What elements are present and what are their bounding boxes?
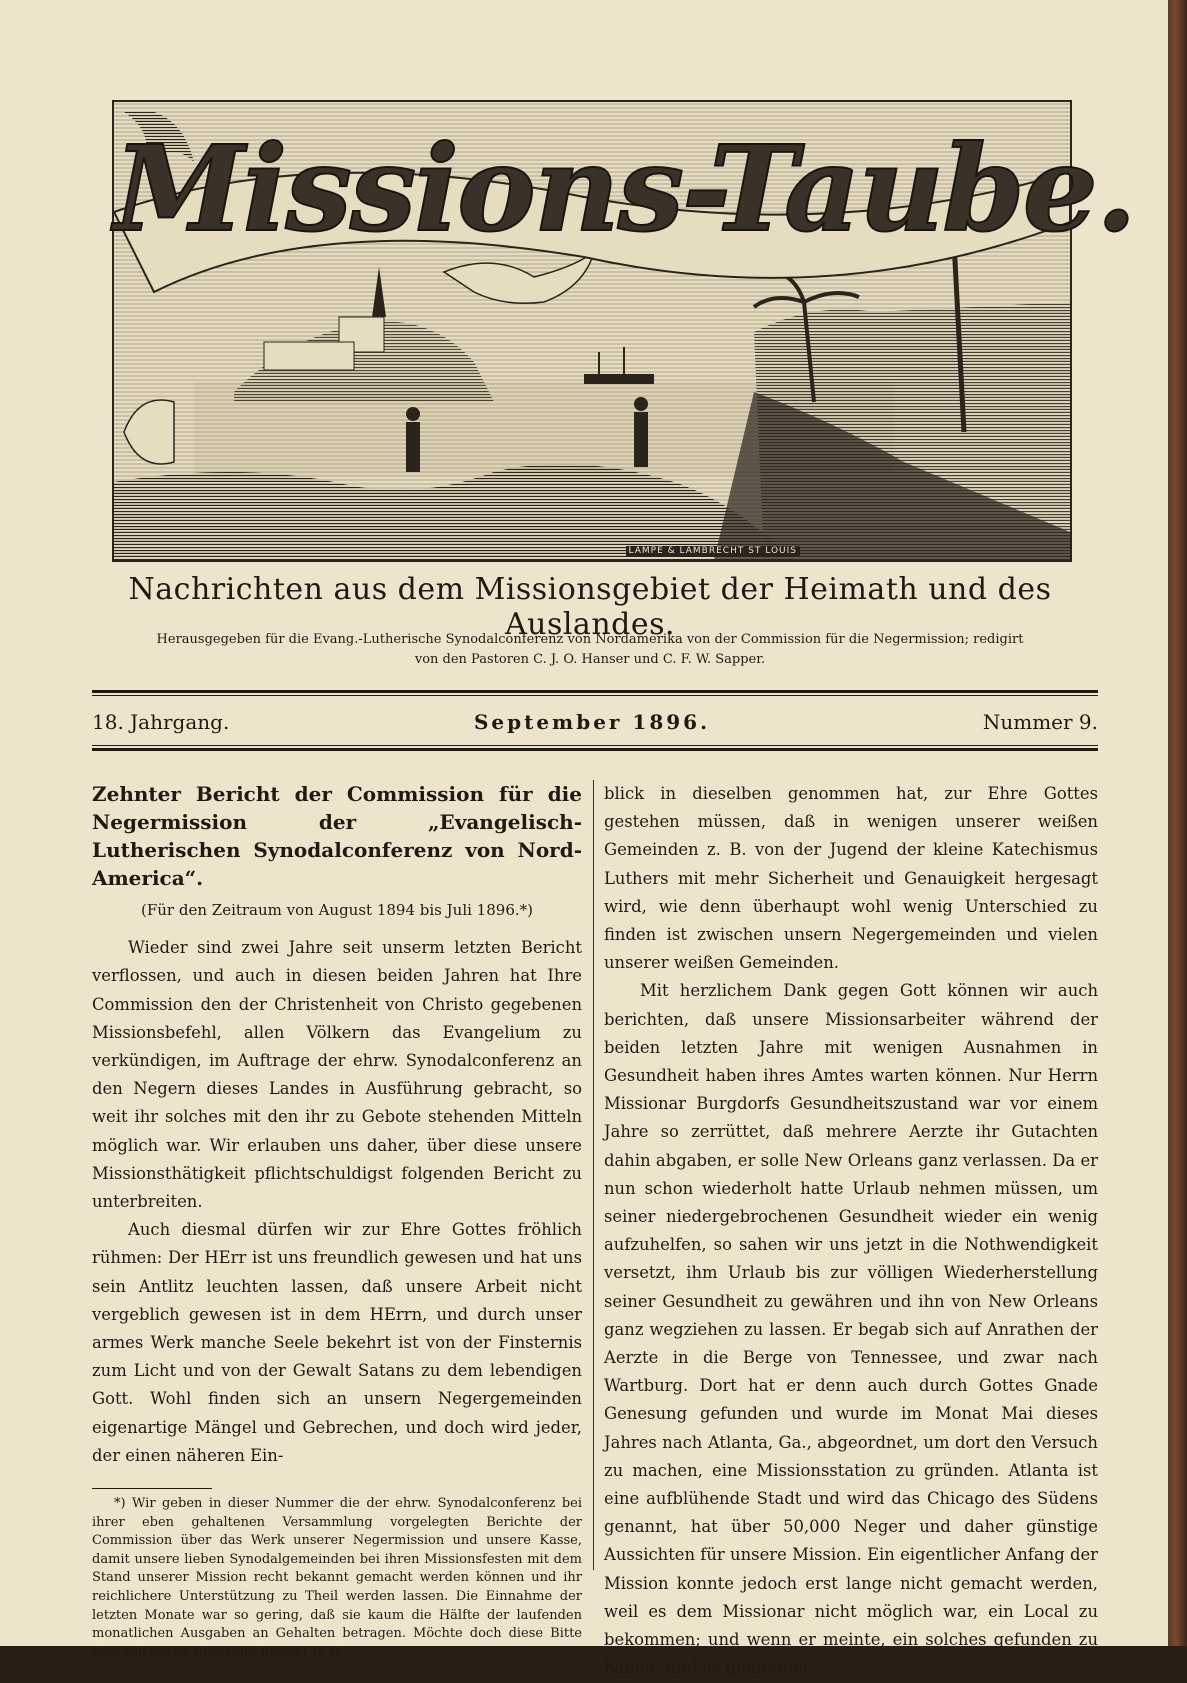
top-double-rule-thin [92, 695, 1098, 696]
paragraph: blick in dieselben genommen hat, zur Ehre Gottes gestehen müssen, daß in wenigen unserer weißen Gemeinden z. B. von der Jugend der kleine Katechismus Luthers mit mehr Sicherheit und Genauigkeit hergesagt wird, wie denn überhaupt wohl wenig Unterschied zu finden ist zwischen unsern Negergemeinden und vielen unserer weißen Gemeinden. [604, 784, 1098, 973]
column-divider [593, 780, 594, 1570]
footnote [92, 1495, 582, 1662]
issue-number: Nummer 9. [982, 710, 1098, 734]
publisher-line-2: von den Pastoren C. J. O. Hanser und C. F. W. Sapper. [414, 652, 766, 667]
issue-bar [92, 706, 1098, 740]
bottom-double-rule-thin [92, 745, 1098, 746]
publisher-line-1: Herausgegeben für die Evang.-Lutherische Synodalconferenz von Nordamerika von der Commission für die Negermission; redigirt [156, 632, 1024, 647]
publisher-info [112, 630, 1068, 670]
volume-label: 18. Jahrgang. [92, 710, 230, 734]
column-right [604, 780, 1098, 1683]
page-edge [1168, 0, 1187, 1646]
article-headline: Zehnter Bericht der Commission für die Negermission der „Evangelisch-Lutherischen Synodalconferenz von Nord-America“. [92, 782, 582, 890]
masthead-title-text: Missions-Taube. [114, 119, 1135, 258]
engraver-credit: LAMPE & LAMBRECHT ST LOUIS [626, 546, 800, 556]
issue-date: September 1896. [473, 710, 711, 734]
article-subhead: (Für den Zeitraum von August 1894 bis Juli 1896.*) [141, 901, 533, 919]
top-double-rule [92, 690, 1098, 693]
masthead-title [114, 102, 1135, 272]
paragraph: Mit herzlichem Dank gegen Gott können wir auch berichten, daß unsere Missionsarbeiter während der beiden letzten Jahre mit wenigen Ausnahmen in Gesundheit haben ihres Amtes warten können. Nur Herrn Missionar Burgdorfs Gesundheitszustand war vor einem Jahre so zerrüttet, daß mehrere Aerzte ihr Gutachten dahin abgaben, er solle New Orleans ganz verlassen. Da er nun schon wiederholt hatte Urlaub nehmen müssen, um seiner niedergebrochenen Gesundheit wieder ein wenig aufzuhelfen, so sahen wir uns jetzt in die Nothwendigkeit versetzt, ihm Urlaub bis zur völligen Wiederherstellung seiner Gesundheit zu gewähren und ihn von New Orleans ganz wegziehen zu lassen. Er begab sich auf Anrathen der Aerzte in die Berge von Tennessee, und zwar nach Wartburg. Dort hat er denn auch durch Gottes Gnade Genesung gefunden und wurde im Monat Mai dieses Jahres nach Atlanta, Ga., abgeordnet, um dort den Versuch zu machen, eine Missionsstation zu gründen. Atlanta ist eine aufblühende Stadt und wird das Chicago des Südens genannt, hat über 50,000 Neger und daher günstige Aussichten für unsere Mission. Ein eigentlicher Anfang der Mission konnte jedoch erst lange nicht gemacht werden, weil es dem Missionar nicht möglich war, ein Local zu bekommen; und wenn er meinte, ein solches gefunden zu haben, und es gemiethet [604, 981, 1098, 1678]
paragraph: Auch diesmal dürfen wir zur Ehre Gottes fröhlich rühmen: Der HErr ist uns freundlich gewesen und hat uns sein Antlitz leuchten lassen, daß unsere Arbeit nicht vergeblich gewesen ist in dem HErrn, und durch unser armes Werk manche Seele bekehrt ist von der Finsternis zum Licht und von der Gewalt Satans zu dem lebendigen Gott. Wohl finden sich an unsern Negergemeinden eigenartige Mängel und Gebrechen, und doch wird jeder, der einen näheren Ein- [92, 1220, 582, 1465]
bottom-double-rule [92, 748, 1098, 751]
footnote-text: *) Wir geben in dieser Nummer die der ehrw. Synodalconferenz bei ihrer eben gehaltenen Versammlung vorgelegten Berichte der Commission über das Werk unserer Negermission und unsere Kasse, damit unsere lieben Synodalgemeinden bei ihren Missionsfesten mit dem Stand unserer Mission recht bekannt gemacht werden können und ihr reichlichere Unterstützung zu Theil werden lassen. Die Einnahme der letzten Monate war so gering, daß sie kaum die Hälfte der laufenden monatlichen Ausgaben an Gehalten betragen. Möchte doch diese Bitte eine reichliche Erhörung finden! D. R. [92, 1496, 582, 1660]
paragraph: Wieder sind zwei Jahre seit unserm letzten Bericht verflossen, und auch in diesen beiden Jahren hat Ihre Commission den der Christenheit von Christo gegebenen Missionsbefehl, allen Völkern das Evangelium zu verkündigen, im Auftrage der ehrw. Synodalconferenz an den Negern dieses Landes in Ausführung gebracht, so weit ihr solches mit den ihr zu Gebote stehenden Mitteln möglich war. Wir erlauben uns daher, über diese unsere Missionsthätigkeit pflichtschuldigst folgenden Bericht zu unterbreiten. [92, 938, 582, 1212]
column-left [92, 780, 582, 1662]
footnote-rule [92, 1488, 212, 1489]
masthead-engraving [112, 100, 1135, 562]
subtitle: Nachrichten aus dem Missionsgebiet der Heimath und des Auslandes. [128, 572, 1052, 642]
